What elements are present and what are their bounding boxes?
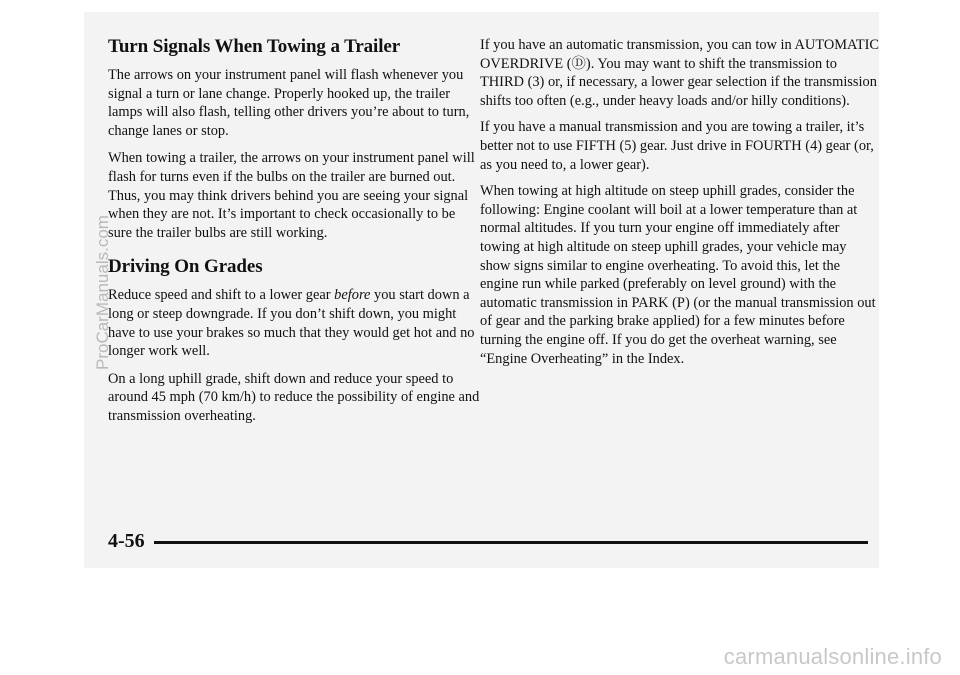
paragraph: If you have an automatic transmission, you can tow in AUTOMATIC OVERDRIVE (Ⓓ). You may want to shift the transmission to THIRD (3) or, if necessary, a lower gear selection if the transmission shifts too often (e.g., under heavy loads and/or hilly conditions).: [480, 37, 880, 109]
paragraph-text: you start down a long or steep downgrade. If you don’t shift down, you might have to use your brakes so much that they would get hot and no longer work well.: [108, 287, 475, 360]
paragraph: The arrows on your instrument panel will flash whenever you signal a turn or lane change. Properly hooked up, the trailer lamps will also flash, telling other drivers you’re about to turn, change lanes or stop.: [108, 67, 470, 139]
footer-rule: [154, 541, 868, 544]
emphasis-text: before: [334, 287, 371, 304]
page-number: 4-56: [108, 530, 145, 552]
left-column: [108, 36, 480, 435]
paragraph: If you have a manual transmission and you are towing a trailer, it’s better not to use FIFTH (5) gear. Just drive in FOURTH (4) gear (or, as you need to, a lower gear).: [480, 119, 874, 173]
bottom-watermark: carmanualsonline.info: [723, 644, 942, 669]
section-heading-driving-on-grades: Driving On Grades: [108, 256, 263, 278]
section-heading-turn-signals: Turn Signals When Towing a Trailer: [108, 36, 401, 57]
paragraph-text: Reduce speed and shift to a lower gear: [108, 287, 335, 304]
paragraph: When towing a trailer, the arrows on your instrument panel will flash for turns even if the bulbs on the trailer are burned out. Thus, you may think drivers behind you are seeing your signal when they are not. It’s important to check occasionally to be sure the trailer bulbs are still working.: [108, 150, 475, 241]
side-watermark: ProCarManuals.com: [93, 215, 112, 370]
right-column: [480, 36, 880, 376]
paragraph: [108, 286, 480, 360]
paragraph: On a long uphill grade, shift down and reduce your speed to around 45 mph (70 km/h) to reduce the possibility of engine and transmission overheating.: [108, 370, 480, 424]
paragraph: When towing at high altitude on steep uphill grades, consider the following: Engine coolant will boil at a lower temperature than at normal altitudes. If you turn your engine off immediately after towing at high altitude on steep uphill grades, your vehicle may show signs similar to engine overheating. To avoid this, let the engine run while parked (preferably on level ground) with the automatic transmission in PARK (P) (or the manual transmission out of gear and the parking brake applied) for a few minutes before turning the engine off. If you do get the overheat warning, see “Engine Overheating” in the Index.: [480, 183, 876, 367]
